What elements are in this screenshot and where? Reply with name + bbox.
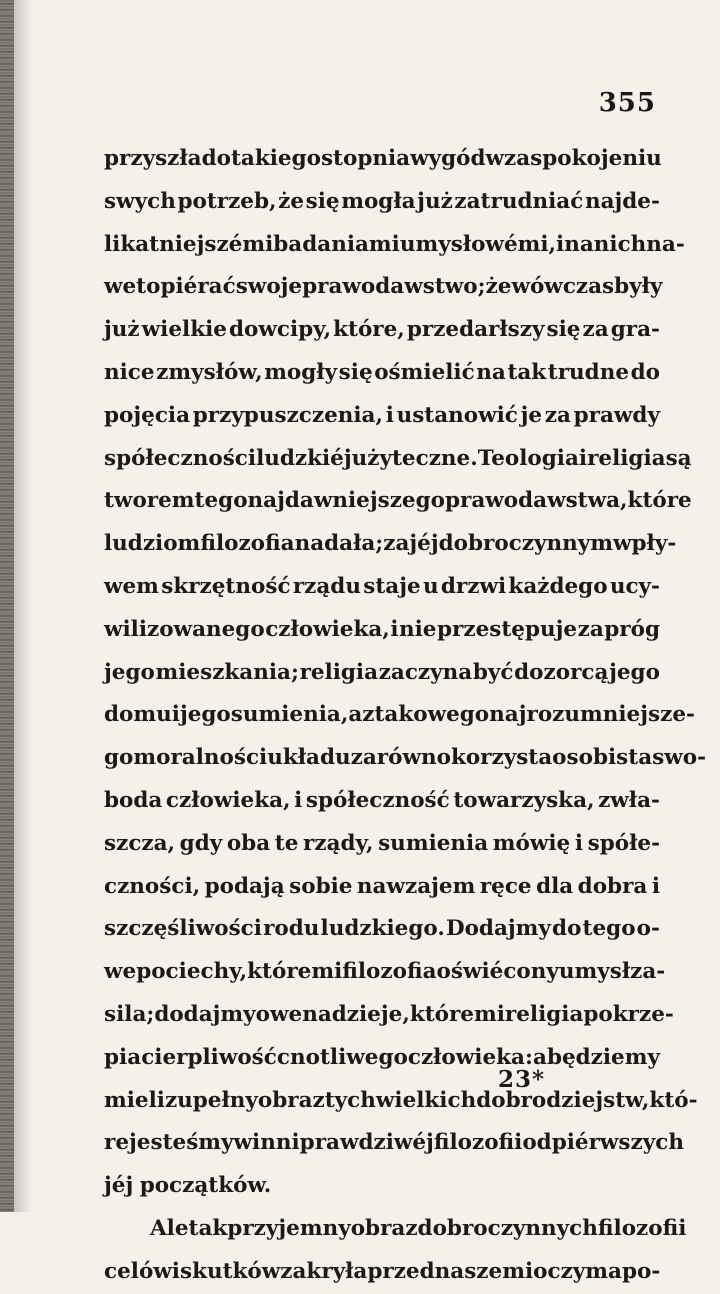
word: mogły bbox=[264, 359, 338, 385]
word: i bbox=[556, 231, 565, 257]
word: już bbox=[104, 317, 140, 343]
word: prawodawstwa, bbox=[444, 488, 628, 514]
word: mieli bbox=[104, 1087, 165, 1113]
word: filozofii bbox=[597, 1215, 687, 1241]
text-line bbox=[104, 480, 692, 523]
word: człowieka: bbox=[407, 1044, 533, 1070]
word: jéj bbox=[409, 531, 439, 557]
word: winni bbox=[233, 1130, 300, 1156]
word: jesteśmy bbox=[129, 1130, 234, 1156]
word: towarzyska, bbox=[453, 787, 595, 813]
word: dobrodziejstw, bbox=[476, 1087, 650, 1113]
word: prawodawstwo; bbox=[302, 274, 486, 300]
word: go bbox=[104, 745, 134, 771]
word: ręce bbox=[479, 873, 532, 899]
word: moralności bbox=[133, 745, 268, 771]
text-line bbox=[104, 609, 660, 652]
word: przed bbox=[367, 1258, 435, 1284]
word: re bbox=[104, 1130, 130, 1156]
word: oba bbox=[226, 830, 271, 856]
word: zaspokojeniu bbox=[504, 146, 662, 171]
word: dobroczynnym bbox=[438, 531, 614, 557]
word: nie bbox=[399, 616, 437, 642]
word: człowieka, bbox=[265, 616, 390, 642]
word: za bbox=[582, 317, 609, 343]
text-line bbox=[104, 224, 685, 267]
text-line bbox=[104, 438, 692, 481]
text-line bbox=[104, 566, 660, 609]
word: próg bbox=[604, 616, 660, 642]
word: trudne bbox=[547, 359, 630, 385]
word: wielkich bbox=[375, 1087, 477, 1113]
word: jéj bbox=[104, 1173, 134, 1199]
word: mówię bbox=[492, 830, 571, 856]
word: ludzkiéj bbox=[256, 445, 352, 471]
word: na bbox=[564, 231, 594, 257]
word: rządu bbox=[292, 573, 361, 599]
word: Ale bbox=[150, 1215, 189, 1241]
word: sobie bbox=[289, 873, 353, 899]
word: skutków bbox=[179, 1258, 281, 1284]
gutter-shadow bbox=[14, 0, 32, 1212]
word: każdego bbox=[508, 573, 608, 599]
word: rządy, bbox=[303, 830, 374, 856]
word: i bbox=[171, 1258, 180, 1284]
word: staje bbox=[363, 573, 421, 599]
word: są bbox=[665, 445, 692, 471]
word: zatrudniać bbox=[454, 188, 584, 214]
text-line bbox=[104, 266, 663, 309]
word: dozorcą bbox=[514, 659, 609, 685]
word: i bbox=[651, 873, 660, 899]
page-number: 355 bbox=[598, 88, 656, 118]
word: sumienia bbox=[378, 830, 489, 856]
word: religia bbox=[299, 659, 379, 685]
word: przypuszczenia, bbox=[192, 402, 383, 428]
word: religia bbox=[504, 1001, 584, 1027]
word: swych bbox=[104, 188, 176, 214]
word: dobra bbox=[577, 873, 648, 899]
word: ludziom bbox=[104, 531, 201, 557]
word: przestępuje bbox=[437, 616, 578, 642]
word: przedarłszy bbox=[406, 317, 545, 343]
text-line bbox=[104, 1080, 698, 1123]
text-line bbox=[104, 138, 660, 181]
word: filozofia bbox=[200, 531, 295, 557]
word: spółeczność bbox=[305, 787, 450, 813]
word: u bbox=[422, 573, 439, 599]
word: z bbox=[362, 702, 375, 728]
word: po- bbox=[621, 1258, 661, 1284]
text-line bbox=[104, 652, 660, 695]
word: pojęcia bbox=[104, 402, 191, 428]
word: gra- bbox=[610, 317, 660, 343]
text-line bbox=[104, 737, 707, 780]
text-line bbox=[104, 823, 660, 866]
text-line bbox=[104, 1122, 684, 1165]
word: filozofia bbox=[342, 959, 437, 985]
word: je bbox=[520, 402, 543, 428]
text-line bbox=[104, 994, 674, 1037]
word: użyteczne. bbox=[351, 445, 478, 471]
text-line bbox=[104, 866, 660, 909]
word: któ- bbox=[649, 1087, 698, 1113]
word: i bbox=[390, 616, 399, 642]
word: a bbox=[348, 702, 363, 728]
text-line bbox=[104, 1165, 660, 1208]
word: któremi bbox=[409, 1001, 505, 1027]
word: wem bbox=[104, 573, 159, 599]
word: że bbox=[278, 188, 305, 214]
word: przyjemny bbox=[227, 1215, 351, 1241]
word: najde- bbox=[584, 188, 660, 214]
word: zupełny bbox=[164, 1087, 258, 1113]
word: cnotliwego bbox=[276, 1044, 408, 1070]
text-line bbox=[104, 1208, 687, 1251]
word: i bbox=[578, 445, 588, 471]
word: któremi bbox=[247, 959, 343, 985]
text-line bbox=[104, 395, 660, 438]
word: takowego bbox=[374, 702, 490, 728]
word: dla bbox=[536, 873, 574, 899]
word: początków. bbox=[139, 1173, 272, 1199]
word: nadzieje, bbox=[302, 1001, 410, 1027]
word: mieszkania; bbox=[155, 659, 299, 685]
word: od bbox=[522, 1130, 552, 1156]
word: dowcipy, bbox=[228, 317, 332, 343]
word: ucy- bbox=[609, 573, 660, 599]
word: pokrze- bbox=[583, 1001, 674, 1027]
text-line bbox=[104, 780, 660, 823]
word: Dodajmy bbox=[445, 916, 551, 942]
word: w bbox=[485, 146, 505, 171]
text-line bbox=[104, 309, 660, 352]
word: nice bbox=[104, 359, 155, 385]
word: i bbox=[574, 830, 584, 856]
word: które, bbox=[333, 317, 405, 343]
word: się bbox=[305, 188, 340, 214]
word: za bbox=[383, 531, 410, 557]
word: skrzętność bbox=[161, 573, 291, 599]
word: nich bbox=[593, 231, 647, 257]
body-text bbox=[104, 138, 707, 1294]
word: we bbox=[104, 959, 137, 985]
word: likatniejszémi bbox=[104, 231, 274, 257]
word: owe bbox=[255, 1001, 303, 1027]
word: zaczyna bbox=[378, 659, 473, 685]
word: religia bbox=[587, 445, 666, 471]
text-line bbox=[104, 523, 677, 566]
word: sumienia, bbox=[230, 702, 349, 728]
word: tego bbox=[582, 916, 636, 942]
word: mogła bbox=[341, 188, 416, 214]
word: człowieka, bbox=[165, 787, 291, 813]
word: rodu bbox=[263, 916, 320, 942]
word: do bbox=[552, 916, 582, 942]
word: już bbox=[417, 188, 453, 214]
word: układu bbox=[267, 745, 351, 771]
word: oczyma bbox=[533, 1258, 622, 1284]
word: przyszła bbox=[104, 146, 202, 171]
word: drzwi bbox=[440, 573, 507, 599]
text-line bbox=[104, 694, 695, 737]
word: które bbox=[627, 488, 692, 514]
word: dobroczynnych bbox=[417, 1215, 598, 1241]
word: a bbox=[532, 1044, 547, 1070]
word: wpły- bbox=[613, 531, 677, 557]
word: wielkie bbox=[141, 317, 227, 343]
word: zakryła bbox=[280, 1258, 368, 1284]
word: czności, bbox=[104, 873, 201, 899]
word: że bbox=[485, 274, 512, 300]
word: i bbox=[385, 402, 394, 428]
word: nawzajem bbox=[356, 873, 476, 899]
word: te bbox=[274, 830, 299, 856]
word: domu bbox=[104, 702, 172, 728]
word: za- bbox=[630, 959, 666, 985]
word: celów bbox=[104, 1258, 172, 1284]
word: i bbox=[171, 702, 180, 728]
word: najrozumniejsze- bbox=[489, 702, 695, 728]
word: do bbox=[201, 146, 231, 171]
word: badaniami bbox=[273, 231, 400, 257]
word: nadała; bbox=[294, 531, 384, 557]
word: się bbox=[546, 317, 581, 343]
word: filozofii bbox=[433, 1130, 523, 1156]
word: oświécony bbox=[436, 959, 559, 985]
signature-mark: 23* bbox=[498, 1066, 546, 1093]
word: szczęśliwości bbox=[104, 916, 262, 942]
word: piérwszych bbox=[551, 1130, 684, 1156]
word: swoje bbox=[235, 274, 303, 300]
word: swo- bbox=[652, 745, 707, 771]
word: osobista bbox=[552, 745, 653, 771]
word: stopnia bbox=[320, 146, 411, 171]
word: boda bbox=[104, 787, 163, 813]
word: na bbox=[476, 359, 506, 385]
word: zarówno bbox=[350, 745, 451, 771]
word: tak bbox=[507, 359, 547, 385]
word: sila; bbox=[104, 1001, 155, 1027]
word: obraz bbox=[350, 1215, 418, 1241]
word: ówczas bbox=[529, 274, 615, 300]
word: być bbox=[472, 659, 514, 685]
word: pia bbox=[104, 1044, 142, 1070]
word: naszemi bbox=[434, 1258, 534, 1284]
text-line bbox=[104, 181, 660, 224]
word: gdy bbox=[179, 830, 223, 856]
word: jego bbox=[179, 702, 231, 728]
word: ludzkiego. bbox=[320, 916, 445, 942]
word: obraz bbox=[257, 1087, 325, 1113]
word: się bbox=[338, 359, 373, 385]
word: tak bbox=[188, 1215, 228, 1241]
word: wygód bbox=[410, 146, 486, 171]
text-line bbox=[104, 1251, 660, 1294]
word: na- bbox=[646, 231, 685, 257]
word: podają bbox=[204, 873, 285, 899]
word: spółe- bbox=[587, 830, 660, 856]
word: jego bbox=[609, 659, 660, 685]
word: pociechy, bbox=[136, 959, 248, 985]
word: tego bbox=[194, 488, 248, 514]
word: ośmielić bbox=[374, 359, 475, 385]
word: w bbox=[511, 274, 530, 300]
word: opiérać bbox=[146, 274, 236, 300]
word: najdawniejszego bbox=[247, 488, 445, 514]
word: cierpliwość bbox=[141, 1044, 277, 1070]
word: umysłowémi, bbox=[399, 231, 557, 257]
word: prawdziwéj bbox=[299, 1130, 434, 1156]
word: spółeczności bbox=[104, 445, 257, 471]
word: zwła- bbox=[598, 787, 660, 813]
word: za bbox=[544, 402, 571, 428]
word: umysł bbox=[558, 959, 631, 985]
word: za bbox=[577, 616, 604, 642]
word: i bbox=[294, 787, 303, 813]
word: jego bbox=[104, 659, 155, 685]
text-line bbox=[104, 1037, 660, 1080]
word: wilizowanego bbox=[104, 616, 265, 642]
book-binding-edge bbox=[0, 0, 14, 1212]
text-line bbox=[104, 352, 660, 395]
word: Teologia bbox=[477, 445, 579, 471]
word: dodajmy bbox=[154, 1001, 256, 1027]
word: będziemy bbox=[546, 1044, 660, 1070]
word: zmysłów, bbox=[156, 359, 263, 385]
word: szcza, bbox=[104, 830, 176, 856]
word: takiego bbox=[230, 146, 321, 171]
word: były bbox=[614, 274, 663, 300]
word: o- bbox=[636, 916, 660, 942]
word: wet bbox=[104, 274, 147, 300]
text-line bbox=[104, 908, 660, 951]
word: do bbox=[630, 359, 660, 385]
word: korzysta bbox=[450, 745, 553, 771]
word: tych bbox=[324, 1087, 376, 1113]
word: potrzeb, bbox=[177, 188, 277, 214]
word: ustanowić bbox=[396, 402, 518, 428]
word: tworem bbox=[104, 488, 195, 514]
word: prawdy bbox=[573, 402, 660, 428]
text-line bbox=[104, 951, 666, 994]
